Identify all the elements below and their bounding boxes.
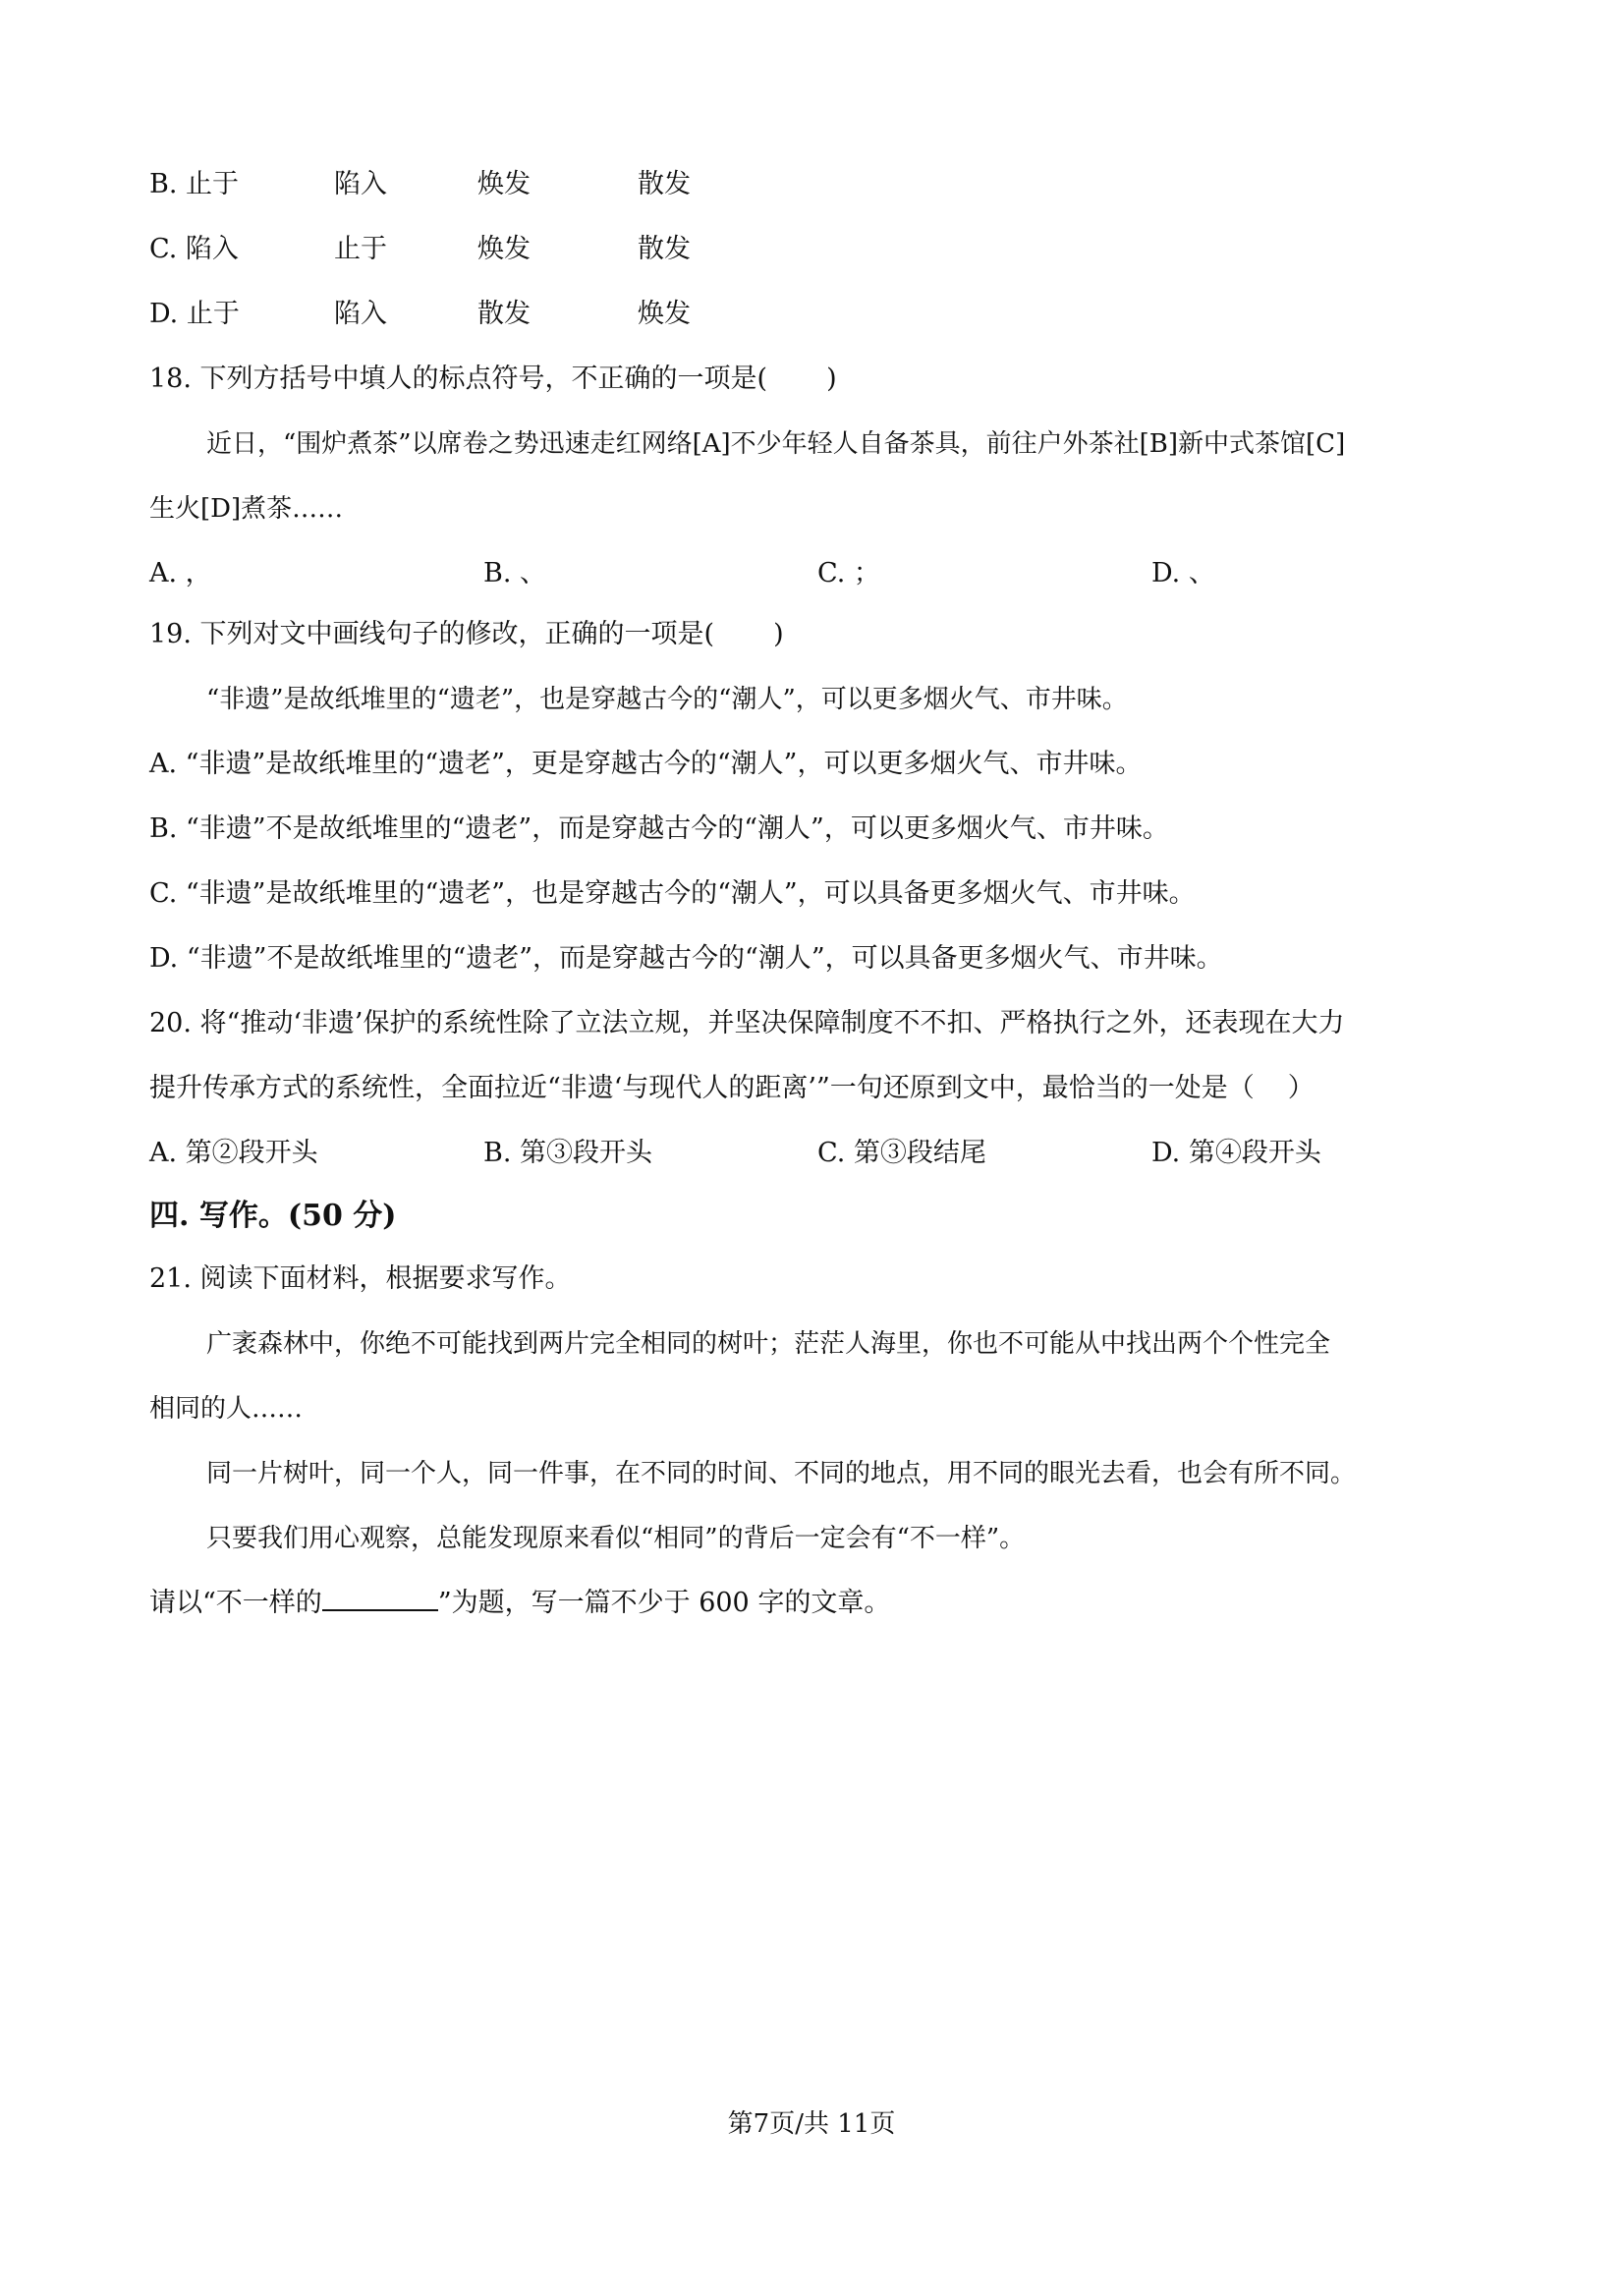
q17-option-d-label: D. 止于 (149, 299, 240, 329)
q17-option-d-word4: 焕发 (638, 299, 691, 329)
q18-option-b: B. 、 (483, 558, 547, 588)
q19-option-a: A. “非遗”是故纸堆里的“遗老”，更是穿越古今的“潮人”，可以更多烟火气、市井味。 (149, 749, 1143, 779)
q20-stem-text: 提升传承方式的系统性，全面拉近“非遗‘与现代人的距离’”一句还原到文中，最恰当的一处是（ (149, 1073, 1255, 1103)
q19-stem-close: ) (773, 619, 784, 649)
q20-option-b: B. 第③段开头 (483, 1138, 653, 1168)
q18-passage-line-1: 近日，“围炉煮茶”以席卷之势迅速走红网络[A]不少年轻人自备茶具，前往户外茶社[B]新中式茶馆[C] (206, 429, 1346, 459)
q21-title-blank (322, 1584, 438, 1611)
q17-option-c-word4: 散发 (638, 234, 691, 264)
q21-prompt (149, 1584, 890, 1621)
q19-stem (149, 617, 784, 652)
q21-prompt-end: ”为题，写一篇不少于 600 字的文章。 (437, 1588, 891, 1618)
q19-stem-text: 19. 下列对文中画线句子的修改，正确的一项是( (149, 619, 715, 649)
q17-option-d-word3: 散发 (477, 299, 531, 329)
q19-option-c: C. “非遗”是故纸堆里的“遗老”，也是穿越古今的“潮人”，可以具备更多烟火气、市井味。 (149, 878, 1196, 909)
section-4-title: 四. 写作。(50 分) (149, 1199, 397, 1233)
page-number: 第7页/共 11页 (727, 2109, 896, 2139)
q20-option-d: D. 第④段开头 (1151, 1138, 1321, 1168)
q17-option-b-word4: 散发 (638, 169, 691, 199)
q20-stem-line-2 (149, 1071, 1315, 1106)
q18-passage-line-2: 生火[D]煮茶…… (149, 494, 344, 524)
q20-stem-close: ） (1287, 1073, 1315, 1103)
q19-sentence: “非遗”是故纸堆里的“遗老”，也是穿越古今的“潮人”，可以更多烟火气、市井味。 (206, 685, 1128, 714)
q18-option-d: D. 、 (1151, 558, 1215, 588)
q17-option-d-word2: 陷入 (334, 299, 387, 329)
q17-option-c-word3: 焕发 (477, 234, 531, 264)
q21-material-line-3: 只要我们用心观察，总能发现原来看似“相同”的背后一定会有“不一样”。 (206, 1524, 1026, 1553)
q17-option-c-label: C. 陷入 (149, 234, 239, 264)
q18-option-c: C. ； (817, 558, 880, 588)
q17-option-c-word2: 止于 (334, 234, 387, 264)
q19-option-d: D. “非遗”不是故纸堆里的“遗老”，而是穿越古今的“潮人”，可以具备更多烟火气、市井味。 (149, 943, 1223, 974)
q20-option-a: A. 第②段开头 (149, 1138, 318, 1168)
q17-option-b-word3: 焕发 (477, 169, 531, 199)
q18-stem-close: ) (826, 364, 837, 394)
q18-stem-text: 18. 下列方括号中填人的标点符号，不正确的一项是( (149, 364, 768, 394)
q21-prompt-start: 请以“不一样的 (149, 1588, 322, 1618)
q20-option-c: C. 第③段结尾 (817, 1138, 986, 1168)
q17-option-b-word2: 陷入 (334, 169, 387, 199)
q17-option-b-label: B. 止于 (149, 169, 240, 199)
q21-material-line-1a: 广袤森林中，你绝不可能找到两片完全相同的树叶；茫茫人海里，你也不可能从中找出两个个性完全 (206, 1329, 1331, 1359)
q18-option-a: A. ， (149, 558, 212, 588)
q21-stem: 21. 阅读下面材料，根据要求写作。 (149, 1263, 572, 1294)
q18-stem (149, 362, 837, 397)
q20-stem-line-1: 20. 将“推动‘非遗’保护的系统性除了立法立规，并坚决保障制度不不扣、严格执行之外，还表现在大力 (149, 1008, 1345, 1038)
q19-option-b: B. “非遗”不是故纸堆里的“遗老”，而是穿越古今的“潮人”，可以更多烟火气、市井味。 (149, 813, 1169, 844)
q21-material-line-2: 同一片树叶，同一个人，同一件事，在不同的时间、不同的地点，用不同的眼光去看，也会有所不同。 (206, 1459, 1357, 1488)
q21-material-line-1b: 相同的人…… (149, 1394, 304, 1424)
